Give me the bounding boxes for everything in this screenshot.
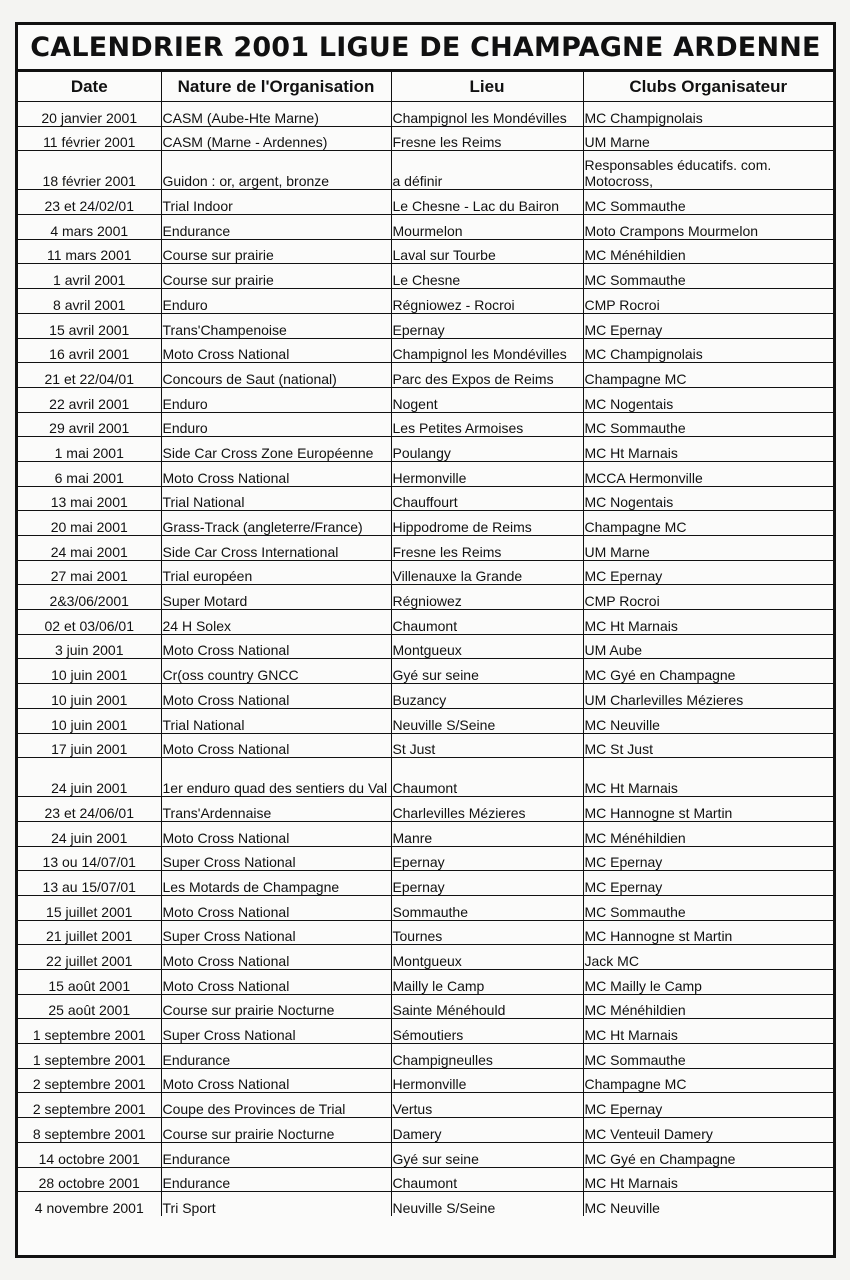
cell-lieu: Champignol les Mondévilles: [391, 338, 583, 363]
cell-club: Moto Crampons Mourmelon: [583, 215, 833, 240]
cell-club: MC Neuville: [583, 708, 833, 733]
cell-nature: Moto Cross National: [161, 970, 391, 995]
table-row: [18, 821, 833, 846]
cell-club: MC Epernay: [583, 871, 833, 896]
table-row: [18, 1192, 833, 1216]
cell-club: CMP Rocroi: [583, 289, 833, 314]
cell-nature: Side Car Cross International: [161, 536, 391, 561]
cell-date: 15 avril 2001: [18, 313, 161, 338]
cell-lieu: a définir: [391, 151, 583, 190]
table-row: [18, 733, 833, 758]
table-row: [18, 945, 833, 970]
cell-club: MC Nogentais: [583, 387, 833, 412]
cell-nature: Course sur prairie: [161, 264, 391, 289]
cell-lieu: Damery: [391, 1118, 583, 1143]
cell-date: 13 au 15/07/01: [18, 871, 161, 896]
column-header-lieu: Lieu: [391, 72, 583, 102]
cell-club: MC Mailly le Camp: [583, 970, 833, 995]
calendar-sheet: [15, 22, 836, 1258]
cell-lieu: Fresne les Reims: [391, 536, 583, 561]
cell-club: MC Venteuil Damery: [583, 1118, 833, 1143]
cell-lieu: Hippodrome de Reims: [391, 511, 583, 536]
cell-club: MC Ht Marnais: [583, 437, 833, 462]
cell-nature: Coupe des Provinces de Trial: [161, 1093, 391, 1118]
cell-nature: Enduro: [161, 387, 391, 412]
table-row: [18, 610, 833, 635]
cell-nature: 1er enduro quad des sentiers du Val: [161, 758, 391, 797]
cell-date: 11 mars 2001: [18, 239, 161, 264]
table-row: [18, 313, 833, 338]
cell-nature: Trial National: [161, 486, 391, 511]
cell-club: Champagne MC: [583, 363, 833, 388]
cell-club: MC Hannogne st Martin: [583, 797, 833, 822]
cell-club: MC Nogentais: [583, 486, 833, 511]
cell-nature: Moto Cross National: [161, 945, 391, 970]
cell-date: 1 avril 2001: [18, 264, 161, 289]
cell-club: MC Hannogne st Martin: [583, 920, 833, 945]
table-row: [18, 486, 833, 511]
cell-lieu: Tournes: [391, 920, 583, 945]
cell-nature: Moto Cross National: [161, 895, 391, 920]
cell-date: 18 février 2001: [18, 151, 161, 190]
cell-nature: Super Cross National: [161, 920, 391, 945]
table-row: [18, 412, 833, 437]
cell-nature: Moto Cross National: [161, 634, 391, 659]
cell-lieu: Sémoutiers: [391, 1019, 583, 1044]
cell-club: MC Champignolais: [583, 338, 833, 363]
cell-club: MCCA Hermonville: [583, 461, 833, 486]
table-row: [18, 895, 833, 920]
cell-nature: Super Cross National: [161, 846, 391, 871]
cell-nature: Enduro: [161, 412, 391, 437]
cell-club: MC Ht Marnais: [583, 1019, 833, 1044]
table-row: [18, 151, 833, 190]
cell-club: MC Gyé en Champagne: [583, 1142, 833, 1167]
cell-nature: Moto Cross National: [161, 821, 391, 846]
cell-lieu: Sainte Ménéhould: [391, 994, 583, 1019]
cell-date: 28 octobre 2001: [18, 1167, 161, 1192]
cell-date: 24 juin 2001: [18, 758, 161, 797]
cell-lieu: Manre: [391, 821, 583, 846]
cell-date: 20 mai 2001: [18, 511, 161, 536]
cell-date: 15 juillet 2001: [18, 895, 161, 920]
table-row: [18, 338, 833, 363]
table-row: [18, 1019, 833, 1044]
cell-nature: Course sur prairie Nocturne: [161, 1118, 391, 1143]
table-row: [18, 461, 833, 486]
cell-club: MC Ménéhildien: [583, 239, 833, 264]
cell-lieu: Chaumont: [391, 1167, 583, 1192]
cell-nature: Guidon : or, argent, bronze: [161, 151, 391, 190]
cell-date: 24 mai 2001: [18, 536, 161, 561]
cell-club: UM Marne: [583, 126, 833, 151]
table-row: [18, 126, 833, 151]
cell-lieu: Gyé sur seine: [391, 1142, 583, 1167]
column-header-nature: Nature de l'Organisation: [161, 72, 391, 102]
cell-club: MC Sommauthe: [583, 895, 833, 920]
cell-nature: Moto Cross National: [161, 684, 391, 709]
cell-nature: Moto Cross National: [161, 733, 391, 758]
cell-lieu: Fresne les Reims: [391, 126, 583, 151]
table-row: [18, 871, 833, 896]
cell-club: MC Ménéhildien: [583, 994, 833, 1019]
cell-club: Jack MC: [583, 945, 833, 970]
cell-nature: Trans'Ardennaise: [161, 797, 391, 822]
cell-date: 20 janvier 2001: [18, 102, 161, 127]
table-row: [18, 1142, 833, 1167]
cell-date: 22 avril 2001: [18, 387, 161, 412]
cell-lieu: Poulangy: [391, 437, 583, 462]
table-row: [18, 684, 833, 709]
cell-date: 2&3/06/2001: [18, 585, 161, 610]
table-row: [18, 634, 833, 659]
cell-club: MC Neuville: [583, 1192, 833, 1216]
cell-club: MC Epernay: [583, 313, 833, 338]
cell-date: 6 mai 2001: [18, 461, 161, 486]
table-row: [18, 970, 833, 995]
cell-date: 10 juin 2001: [18, 708, 161, 733]
cell-date: 13 ou 14/07/01: [18, 846, 161, 871]
cell-club: MC Epernay: [583, 1093, 833, 1118]
cell-nature: Endurance: [161, 215, 391, 240]
cell-nature: Concours de Saut (national): [161, 363, 391, 388]
cell-nature: 24 H Solex: [161, 610, 391, 635]
cell-lieu: Epernay: [391, 871, 583, 896]
cell-lieu: Chaumont: [391, 758, 583, 797]
cell-nature: Moto Cross National: [161, 338, 391, 363]
cell-lieu: Montgueux: [391, 945, 583, 970]
header-row: [18, 72, 833, 102]
table-row: [18, 363, 833, 388]
cell-nature: CASM (Marne - Ardennes): [161, 126, 391, 151]
table-row: [18, 387, 833, 412]
table-row: [18, 1044, 833, 1069]
cell-date: 8 septembre 2001: [18, 1118, 161, 1143]
cell-nature: Side Car Cross Zone Européenne: [161, 437, 391, 462]
cell-date: 2 septembre 2001: [18, 1068, 161, 1093]
cell-lieu: Buzancy: [391, 684, 583, 709]
cell-club: MC Ht Marnais: [583, 610, 833, 635]
cell-nature: Trial européen: [161, 560, 391, 585]
table-row: [18, 585, 833, 610]
cell-date: 10 juin 2001: [18, 684, 161, 709]
table-row: [18, 289, 833, 314]
cell-nature: Enduro: [161, 289, 391, 314]
cell-date: 23 et 24/06/01: [18, 797, 161, 822]
cell-date: 25 août 2001: [18, 994, 161, 1019]
cell-date: 02 et 03/06/01: [18, 610, 161, 635]
table-row: [18, 1167, 833, 1192]
cell-date: 21 juillet 2001: [18, 920, 161, 945]
table-row: [18, 920, 833, 945]
cell-lieu: Chauffourt: [391, 486, 583, 511]
table-row: [18, 190, 833, 215]
cell-nature: Endurance: [161, 1044, 391, 1069]
cell-nature: Cr(oss country GNCC: [161, 659, 391, 684]
cell-date: 29 avril 2001: [18, 412, 161, 437]
cell-nature: Course sur prairie Nocturne: [161, 994, 391, 1019]
cell-date: 1 septembre 2001: [18, 1019, 161, 1044]
table-row: [18, 758, 833, 797]
cell-lieu: Régniowez - Rocroi: [391, 289, 583, 314]
cell-club: MC Epernay: [583, 846, 833, 871]
cell-club: MC Ménéhildien: [583, 821, 833, 846]
cell-lieu: Hermonville: [391, 1068, 583, 1093]
cell-lieu: Neuville S/Seine: [391, 708, 583, 733]
table-row: [18, 846, 833, 871]
cell-nature: Endurance: [161, 1142, 391, 1167]
cell-lieu: Epernay: [391, 846, 583, 871]
cell-date: 24 juin 2001: [18, 821, 161, 846]
cell-date: 3 juin 2001: [18, 634, 161, 659]
table-row: [18, 994, 833, 1019]
cell-club: MC Sommauthe: [583, 264, 833, 289]
page-title: CALENDRIER 2001 LIGUE DE CHAMPAGNE ARDENNE: [18, 25, 833, 72]
cell-nature: Trans'Champenoise: [161, 313, 391, 338]
cell-lieu: Vertus: [391, 1093, 583, 1118]
table-row: [18, 1068, 833, 1093]
cell-club: Responsables éducatifs. com. Motocross,: [583, 151, 833, 190]
cell-lieu: Chaumont: [391, 610, 583, 635]
cell-lieu: Champignol les Mondévilles: [391, 102, 583, 127]
cell-club: MC Ht Marnais: [583, 758, 833, 797]
cell-lieu: Epernay: [391, 313, 583, 338]
cell-nature: Grass-Track (angleterre/France): [161, 511, 391, 536]
cell-nature: Moto Cross National: [161, 461, 391, 486]
table-row: [18, 536, 833, 561]
cell-date: 4 mars 2001: [18, 215, 161, 240]
cell-club: MC Sommauthe: [583, 412, 833, 437]
table-row: [18, 659, 833, 684]
cell-nature: Trial Indoor: [161, 190, 391, 215]
cell-date: 16 avril 2001: [18, 338, 161, 363]
cell-club: UM Aube: [583, 634, 833, 659]
table-row: [18, 264, 833, 289]
cell-nature: Tri Sport: [161, 1192, 391, 1216]
cell-date: 17 juin 2001: [18, 733, 161, 758]
table-row: [18, 708, 833, 733]
cell-lieu: Nogent: [391, 387, 583, 412]
cell-club: Champagne MC: [583, 511, 833, 536]
cell-date: 27 mai 2001: [18, 560, 161, 585]
cell-club: MC Ht Marnais: [583, 1167, 833, 1192]
table-row: [18, 102, 833, 127]
table-row: [18, 797, 833, 822]
cell-date: 11 février 2001: [18, 126, 161, 151]
cell-nature: Moto Cross National: [161, 1068, 391, 1093]
cell-date: 1 septembre 2001: [18, 1044, 161, 1069]
table-row: [18, 511, 833, 536]
column-header-clubs: Clubs Organisateur: [583, 72, 833, 102]
column-header-date: Date: [18, 72, 161, 102]
table-row: [18, 215, 833, 240]
cell-club: UM Marne: [583, 536, 833, 561]
cell-nature: Course sur prairie: [161, 239, 391, 264]
cell-club: MC Sommauthe: [583, 190, 833, 215]
cell-date: 1 mai 2001: [18, 437, 161, 462]
cell-nature: Super Cross National: [161, 1019, 391, 1044]
cell-club: CMP Rocroi: [583, 585, 833, 610]
cell-date: 2 septembre 2001: [18, 1093, 161, 1118]
table-row: [18, 1093, 833, 1118]
cell-lieu: Le Chesne - Lac du Bairon: [391, 190, 583, 215]
cell-lieu: Charlevilles Mézieres: [391, 797, 583, 822]
cell-club: MC Gyé en Champagne: [583, 659, 833, 684]
cell-lieu: Villenauxe la Grande: [391, 560, 583, 585]
cell-lieu: Gyé sur seine: [391, 659, 583, 684]
cell-club: MC St Just: [583, 733, 833, 758]
cell-date: 14 octobre 2001: [18, 1142, 161, 1167]
calendar-table: [18, 72, 833, 1216]
cell-nature: CASM (Aube-Hte Marne): [161, 102, 391, 127]
cell-nature: Les Motards de Champagne: [161, 871, 391, 896]
table-row: [18, 1118, 833, 1143]
cell-date: 13 mai 2001: [18, 486, 161, 511]
cell-club: MC Epernay: [583, 560, 833, 585]
cell-date: 23 et 24/02/01: [18, 190, 161, 215]
cell-lieu: Mourmelon: [391, 215, 583, 240]
cell-lieu: Champigneulles: [391, 1044, 583, 1069]
cell-lieu: St Just: [391, 733, 583, 758]
cell-nature: Endurance: [161, 1167, 391, 1192]
cell-lieu: Les Petites Armoises: [391, 412, 583, 437]
cell-date: 4 novembre 2001: [18, 1192, 161, 1216]
cell-lieu: Parc des Expos de Reims: [391, 363, 583, 388]
cell-nature: Super Motard: [161, 585, 391, 610]
cell-lieu: Le Chesne: [391, 264, 583, 289]
cell-date: 8 avril 2001: [18, 289, 161, 314]
cell-club: MC Champignolais: [583, 102, 833, 127]
cell-club: Champagne MC: [583, 1068, 833, 1093]
cell-lieu: Laval sur Tourbe: [391, 239, 583, 264]
cell-lieu: Mailly le Camp: [391, 970, 583, 995]
cell-date: 15 août 2001: [18, 970, 161, 995]
table-row: [18, 239, 833, 264]
cell-lieu: Hermonville: [391, 461, 583, 486]
cell-lieu: Régniowez: [391, 585, 583, 610]
cell-date: 22 juillet 2001: [18, 945, 161, 970]
cell-lieu: Neuville S/Seine: [391, 1192, 583, 1216]
cell-nature: Trial National: [161, 708, 391, 733]
cell-lieu: Sommauthe: [391, 895, 583, 920]
cell-date: 10 juin 2001: [18, 659, 161, 684]
cell-club: MC Sommauthe: [583, 1044, 833, 1069]
table-row: [18, 560, 833, 585]
cell-lieu: Montgueux: [391, 634, 583, 659]
table-body: [18, 102, 833, 1216]
cell-club: UM Charlevilles Mézieres: [583, 684, 833, 709]
table-row: [18, 437, 833, 462]
cell-date: 21 et 22/04/01: [18, 363, 161, 388]
